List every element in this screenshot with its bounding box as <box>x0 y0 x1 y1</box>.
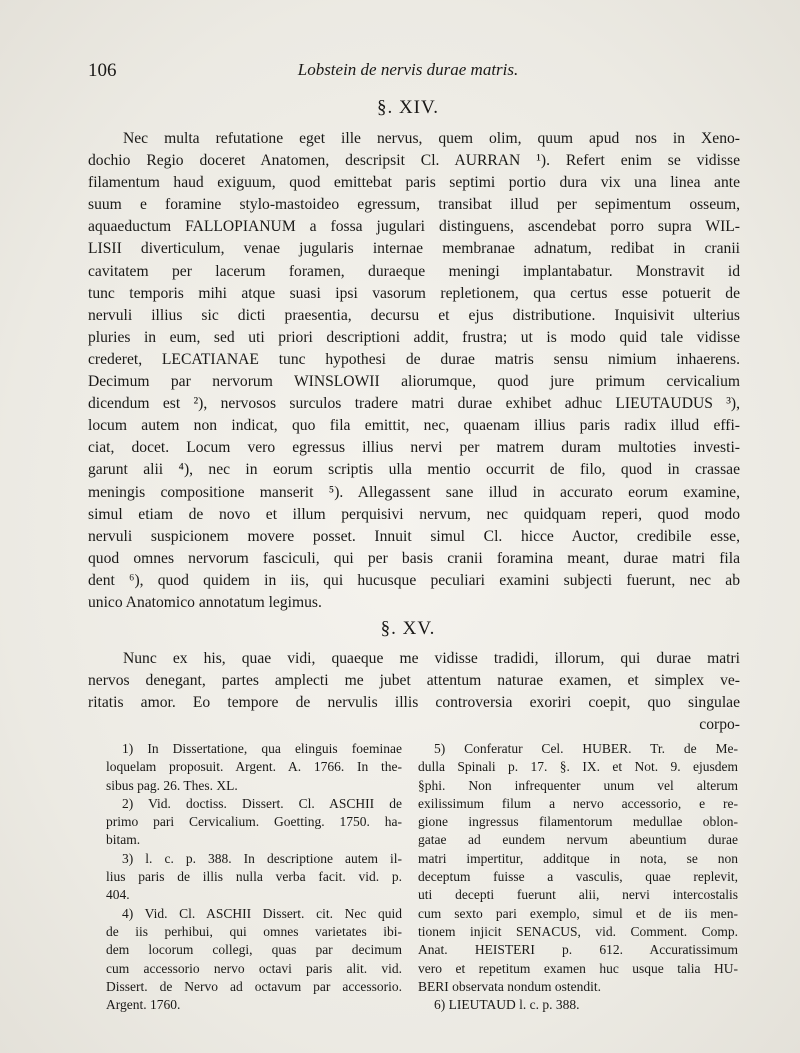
text-line: pluries in eum, sed uti priori descriptioni addit, frustra; ut is modo quid tale vidisse <box>88 328 740 346</box>
text-line: Nunc ex his, quae vidi, quaeque me vidisse tradidi, illorum, qui durae matri <box>123 650 740 667</box>
text-line: filamentum haud exiguum, quod emittebat paris septimi portio dura vix una linea ante <box>88 174 740 192</box>
footnote-line: exilissimum filum a nervo accessorio, e re- <box>418 795 738 811</box>
footnote-line: uti decepti fuerunt alii, nervi intercostalis <box>418 887 738 903</box>
footnote-line: cum accessorio nervo octavi paris alit. vid. <box>106 960 402 976</box>
section-title-xiv: §. XIV. <box>376 97 440 118</box>
footnote-line: 3) l. c. p. 388. In descriptione autem il- <box>122 850 402 866</box>
footnote-line: cum sexto pari exemplo, simul et de iis men- <box>418 905 738 921</box>
footnote-line: vero et repetitum examen huc usque talia HU- <box>418 960 738 976</box>
footnote-line: loquelam proposuit. Argent. A. 1766. In the- <box>106 759 402 775</box>
text-line: Decimum par nervorum WINSLOWII aliorumque, quod jure primum cervicalium <box>88 373 740 391</box>
footnote-line: BERI observata nondum ostendit. <box>418 978 601 994</box>
footnote-line: gione ingressus filamentorum medullae oblon- <box>418 814 738 830</box>
text-line: nervuli illius sic dicti praesentia, decursu et ejus distributione. Inquisivit ulterius <box>88 306 740 324</box>
footnote-line: bitam. <box>106 832 141 848</box>
running-head: Lobstein de nervis durae matris. <box>297 60 519 79</box>
footnote-line: matri impertitur, additque in nota, se non <box>418 850 738 866</box>
footnote-line: 2) Vid. doctiss. Dissert. Cl. ASCHII de <box>122 795 402 811</box>
page-header <box>88 60 728 84</box>
text-line: meningis compositione manserit ⁵). Allegassent sane illud in accurato eorum examine, <box>88 483 740 501</box>
text-line: dicendum est ²), nervosos surculos tradere matri durae exhibet adhuc LIEUTAUDUS ³), <box>88 395 740 413</box>
footnote-line: dulla Spinali p. 17. §. IX. et Not. 9. ejusdem <box>418 759 738 775</box>
footnote-line: lius paris de illis nulla verba facit. vid. p. <box>106 869 402 885</box>
section-xiv-text <box>88 128 740 614</box>
footnote-line: de iis perhibui, qui omnes varietates ibi- <box>106 923 402 939</box>
section-title-xv: §. XV. <box>380 618 436 639</box>
text-line: aquaeductum FALLOPIANUM a fossa jugulari distinguens, ascendebat porro supra WIL- <box>88 218 740 236</box>
footnote-line: gatae ad eundem nervum abeuntium durae <box>418 832 738 848</box>
page-number: 106 <box>88 60 117 81</box>
footnote-line: dem locorum collegi, quas par decimum <box>106 942 402 958</box>
text-line: crederet, LECATIANAE tunc hypothesi de durae matris sensu nimium inhaerens. <box>88 350 740 368</box>
footnote-line: Anat. HEISTERI p. 612. Accuratissimum <box>418 942 738 958</box>
footnote-line: §phi. Non infrequenter unum vel alterum <box>418 777 738 793</box>
text-line: unico Anatomico annotatum legimus. <box>88 593 322 611</box>
text-line: Nec multa refutatione eget ille nervus, quem olim, quum apud nos in Xeno- <box>123 130 740 147</box>
footnote-line: sibus pag. 26. Thes. XL. <box>106 777 238 793</box>
text-line: ritatis amor. Eo tempore de nervulis illis controversia exoriri coepit, quo singulae <box>88 694 740 712</box>
footnote-line: 404. <box>106 887 130 903</box>
footnote-line: primo pari Cervicalium. Goetting. 1750. ha- <box>106 814 402 830</box>
footnote-line: deceptum fuisse a vasculis, quae replevit, <box>418 869 738 885</box>
footnotes-right-column <box>418 740 738 1014</box>
footnote-line: 4) Vid. Cl. ASCHII Dissert. cit. Nec quid <box>122 905 402 921</box>
footnotes-left-column <box>106 740 402 1014</box>
footnote-line: tionem injicit SENACUS, vid. Comment. Comp. <box>418 923 738 939</box>
text-line: dochio Regio doceret Anatomen, descripsit Cl. AURRAN ¹). Refert enim se vidisse <box>88 152 740 170</box>
text-line: nervuli suspicionem movere posset. Innuit simul Cl. hicce Auctor, credibile esse, <box>88 527 740 545</box>
footnote-line: 6) LIEUTAUD l. c. p. 388. <box>434 997 580 1013</box>
footnote-line: Argent. 1760. <box>106 997 181 1013</box>
text-line: suum e foramine stylo-mastoideo egressum, transibat illud per sepimentum osseum, <box>88 196 740 214</box>
footnote-line: 5) Conferatur Cel. HUBER. Tr. de Me- <box>434 741 738 756</box>
text-line: locum autem non indicat, quo fila emittit, nec, quaenam illius paris radix illud effi- <box>88 417 740 435</box>
catchword: corpo- <box>699 716 740 734</box>
footnote-line: 1) In Dissertatione, qua elinguis foeminae <box>122 741 402 756</box>
text-line: LISII diverticulum, venae jugularis internae membranae adnatum, redibat in cranii <box>88 240 740 258</box>
text-line: simul etiam de novo et illum perquisivi nervum, nec quidquam reperi, quod modo <box>88 505 740 523</box>
footnote-line: Dissert. de Nervo ad octavum par accessorio. <box>106 978 402 994</box>
text-line: quod omnes nervorum fasciculi, qui per basis cranii foramina meant, durae matri fila <box>88 549 740 567</box>
text-line: dent ⁶), quod quidem in iis, qui hucusque peculiari examini subjecti fuerunt, nec ab <box>88 571 740 589</box>
text-line: tunc temporis mihi atque suasi ipsi vasorum repletionem, qua certus esse potuerit de <box>88 284 740 302</box>
text-line: nervos denegant, partes amplecti me jubet attentum naturae examen, et simplex ve- <box>88 672 740 690</box>
text-line: ciat, docet. Locum vero egressus illius nervi per matrem duram multoties investi- <box>88 439 740 457</box>
text-line: garunt alii ⁴), nec in eorum scriptis ulla mentio occurrit de filo, quod in crassae <box>88 461 740 479</box>
text-line: cavitatem per lacerum foramen, duraeque meningi implantabatur. Monstravit id <box>88 262 740 280</box>
section-xv-text <box>88 648 740 736</box>
